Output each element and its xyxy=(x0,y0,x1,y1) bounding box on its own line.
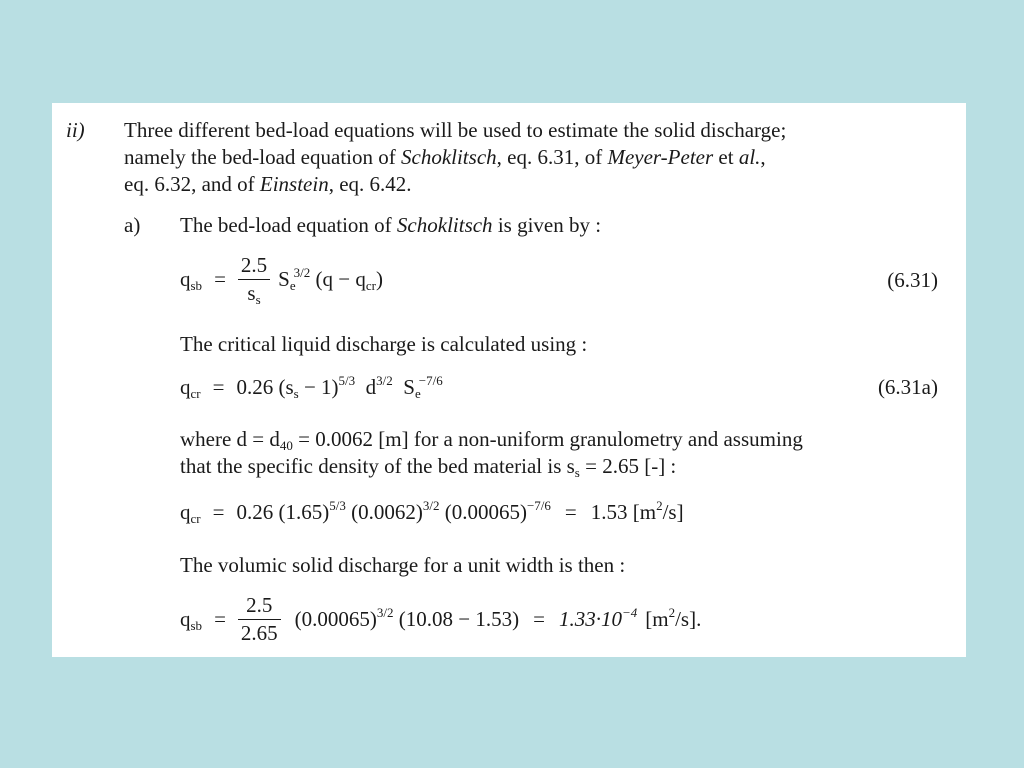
item-marker: ii) xyxy=(66,118,85,142)
equation-6-31: $q_{sb}$ = $\frac{2.5}{s_s}$ $S_e^{3/2}$ $(q - q_{cr})$ xyxy=(180,252,383,307)
where-text-line-1: where $d = d_{40} = 0.0062$ [m] for a non-uniform granulometry and assuming xyxy=(180,427,803,453)
document-page xyxy=(52,103,966,657)
equation-number-6-31: (6.31) xyxy=(887,268,938,292)
equation-6-31a: $q_{cr} = 0.26$ $(s_s - 1)^{5/3}$ $d^{3/2}$ $S_e^{-7/6}$ xyxy=(180,373,443,401)
equation-qsb-result: $q_{sb}$ = $\frac{2.5}{2.65}$ $(0.00065)^{3/2}$ (10.08 − 1.53) = $1.33\cdot 10^{-4}$ $[m^2/s]$. xyxy=(180,592,702,645)
fraction-2-5-over-ss: $\frac{2.5}{s_s}$ xyxy=(238,255,270,304)
critical-discharge-text: The critical liquid discharge is calculated using : xyxy=(180,332,588,356)
section-a-marker: a) xyxy=(124,213,141,237)
equation-number-6-31a: (6.31a) xyxy=(877,375,938,399)
intro-line-1: Three different bed-load equations will be used to estimate the solid discharge; xyxy=(124,118,787,142)
section-a-heading: The bed-load equation of Schoklitsch is given by : xyxy=(180,213,602,237)
intro-paragraph xyxy=(124,117,954,198)
intro-line-2: namely the bed-load equation of Schoklitsch, eq. 6.31, of Meyer-Peter et al., xyxy=(124,145,766,169)
intro-line-3: eq. 6.32, and of Einstein, eq. 6.42. xyxy=(124,172,412,196)
fraction-2-5-over-2-65: $\frac{2.5}{2.65}$ xyxy=(238,595,281,644)
where-text-line-2: that the specific density of the bed material is $s_s = 2.65$ [-] : xyxy=(180,454,677,480)
volumic-discharge-text: The volumic solid discharge for a unit width is then : xyxy=(180,553,626,577)
equation-qcr-numeric: $q_{cr} = 0.26$ $(1.65)^{5/3}$ $(0.0062)^{3/2}$ $(0.00065)^{-7/6} = 1.53$ $[m^2/s]$ xyxy=(180,498,684,526)
